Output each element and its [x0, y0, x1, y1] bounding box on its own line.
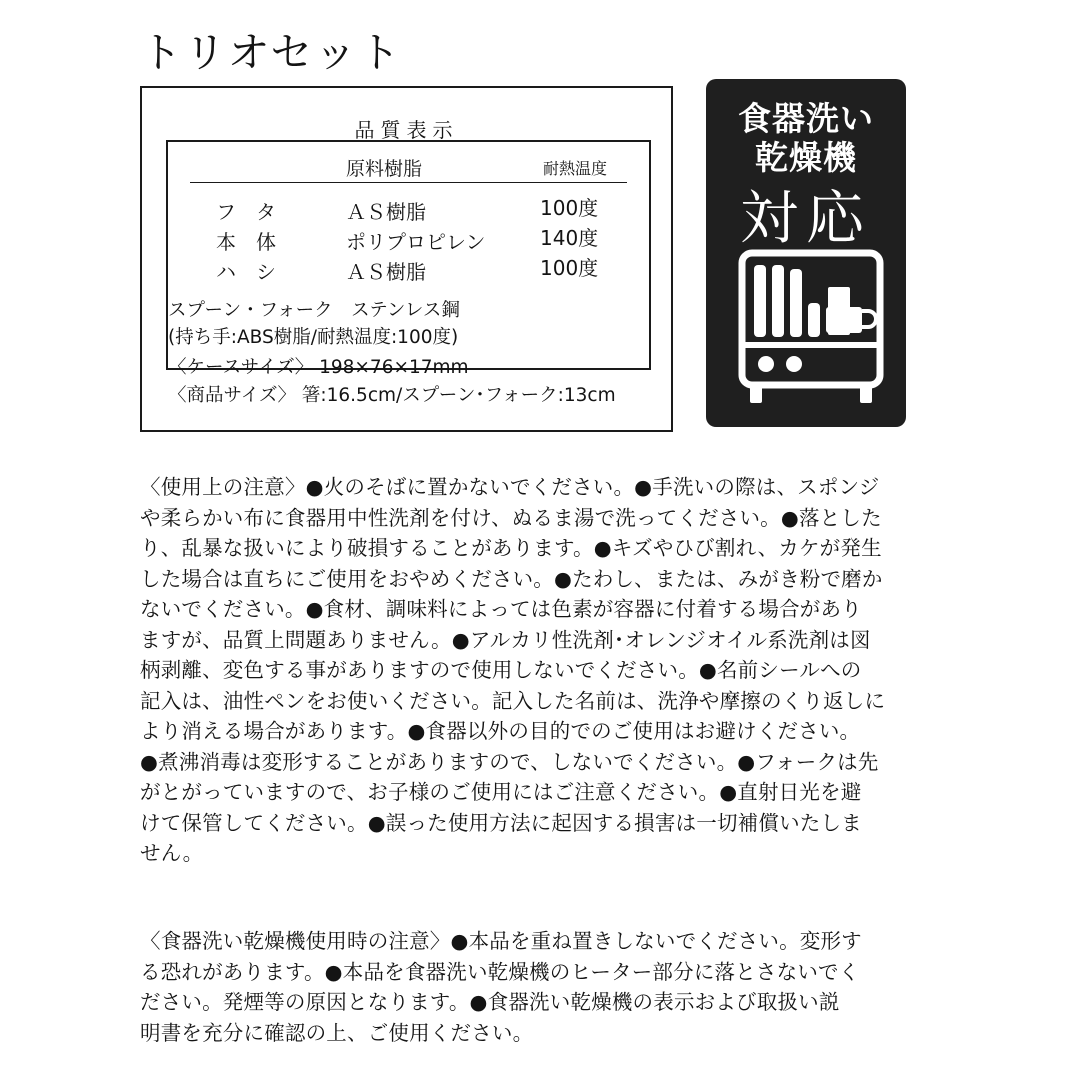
- dishwasher-compatible-badge: [706, 79, 906, 427]
- quality-label-box: [140, 86, 673, 432]
- column-header-material: 原料樹脂: [346, 158, 423, 180]
- notes-line: より消える場合があります。●食器以外の目的でのご使用はお避けください。: [140, 719, 861, 743]
- badge-text-line1: 食器洗い: [738, 99, 874, 138]
- row-material: ポリプロピレン: [346, 230, 486, 254]
- spec-line: 〈ケースサイズ〉 198×76×17mm: [168, 357, 469, 378]
- row-heat: 100度: [540, 196, 599, 220]
- usage-notes: [140, 472, 940, 869]
- row-part: フ タ: [216, 200, 276, 224]
- notes-line: ますが、品質上問題ありません。●アルカリ性洗剤･オレンジオイル系洗剤は図: [140, 627, 871, 652]
- dishwasher-notes: [140, 926, 940, 1048]
- badge-text-line2: 乾燥機: [755, 138, 857, 177]
- dish-dryer-icon: [736, 247, 886, 407]
- notes-line: 記入は、油性ペンをお使いください。記入した名前は、洗浄や摩擦のくり返しに: [140, 688, 886, 713]
- notes-line: 〈食器洗い乾燥機使用時の注意〉●本品を重ね置きしないでください。変形す: [140, 929, 862, 953]
- row-material: ＡＳ樹脂: [346, 200, 426, 224]
- product-title: トリオセット: [140, 28, 403, 77]
- header-divider: [190, 182, 627, 183]
- column-header-heat: 耐熱温度: [543, 159, 608, 178]
- row-material: ＡＳ樹脂: [346, 260, 426, 284]
- quality-heading: 品質表示: [354, 118, 459, 142]
- spec-line: (持ち手:ABS樹脂/耐熱温度:100度): [168, 327, 459, 348]
- notes-line: けて保管してください。●誤った使用方法に起因する損害は一切補償いたしま: [140, 810, 862, 835]
- row-part: ハ シ: [216, 260, 276, 284]
- spec-line: 〈商品サイズ〉 箸:16.5cm/スプーン･フォーク:13cm: [168, 385, 616, 406]
- notes-line: ださい。発煙等の原因となります。●食器洗い乾燥機の表示および取扱い説: [140, 990, 840, 1014]
- notes-line: ●煮沸消毒は変形することがありますので、しないでください。●フォークは先: [140, 749, 879, 774]
- notes-line: る恐れがあります。●本品を食器洗い乾燥機のヒーター部分に落とさないでく: [140, 959, 860, 984]
- row-heat: 100度: [540, 256, 599, 280]
- row-part: 本 体: [216, 230, 276, 254]
- notes-line: せん。: [140, 841, 204, 865]
- notes-line: 〈使用上の注意〉●火のそばに置かないでください。●手洗いの際は、スポンジ: [140, 475, 880, 499]
- notes-line: 明書を充分に確認の上、ご使用ください。: [140, 1020, 534, 1045]
- notes-line: した場合は直ちにご使用をおやめください。●たわし、または、みがき粉で磨か: [140, 566, 883, 591]
- row-heat: 140度: [540, 226, 599, 250]
- notes-line: 柄剥離、変色する事がありますので使用しないでください。●名前シールへの: [140, 658, 862, 682]
- notes-line: ないでください。●食材、調味料によっては色素が容器に付着する場合があり: [140, 597, 862, 621]
- spec-line: スプーン・フォーク ステンレス鋼: [168, 300, 460, 321]
- notes-line: がとがっていますので、お子様のご使用にはご注意ください。●直射日光を避: [140, 780, 862, 804]
- badge-text-line3: 対応: [739, 184, 872, 252]
- notes-line: や柔らかい布に食器用中性洗剤を付け、ぬるま湯で洗ってください。●落とした: [140, 505, 882, 530]
- notes-line: り、乱暴な扱いにより破損することがあります。●キズやひび割れ、カケが発生: [140, 536, 882, 560]
